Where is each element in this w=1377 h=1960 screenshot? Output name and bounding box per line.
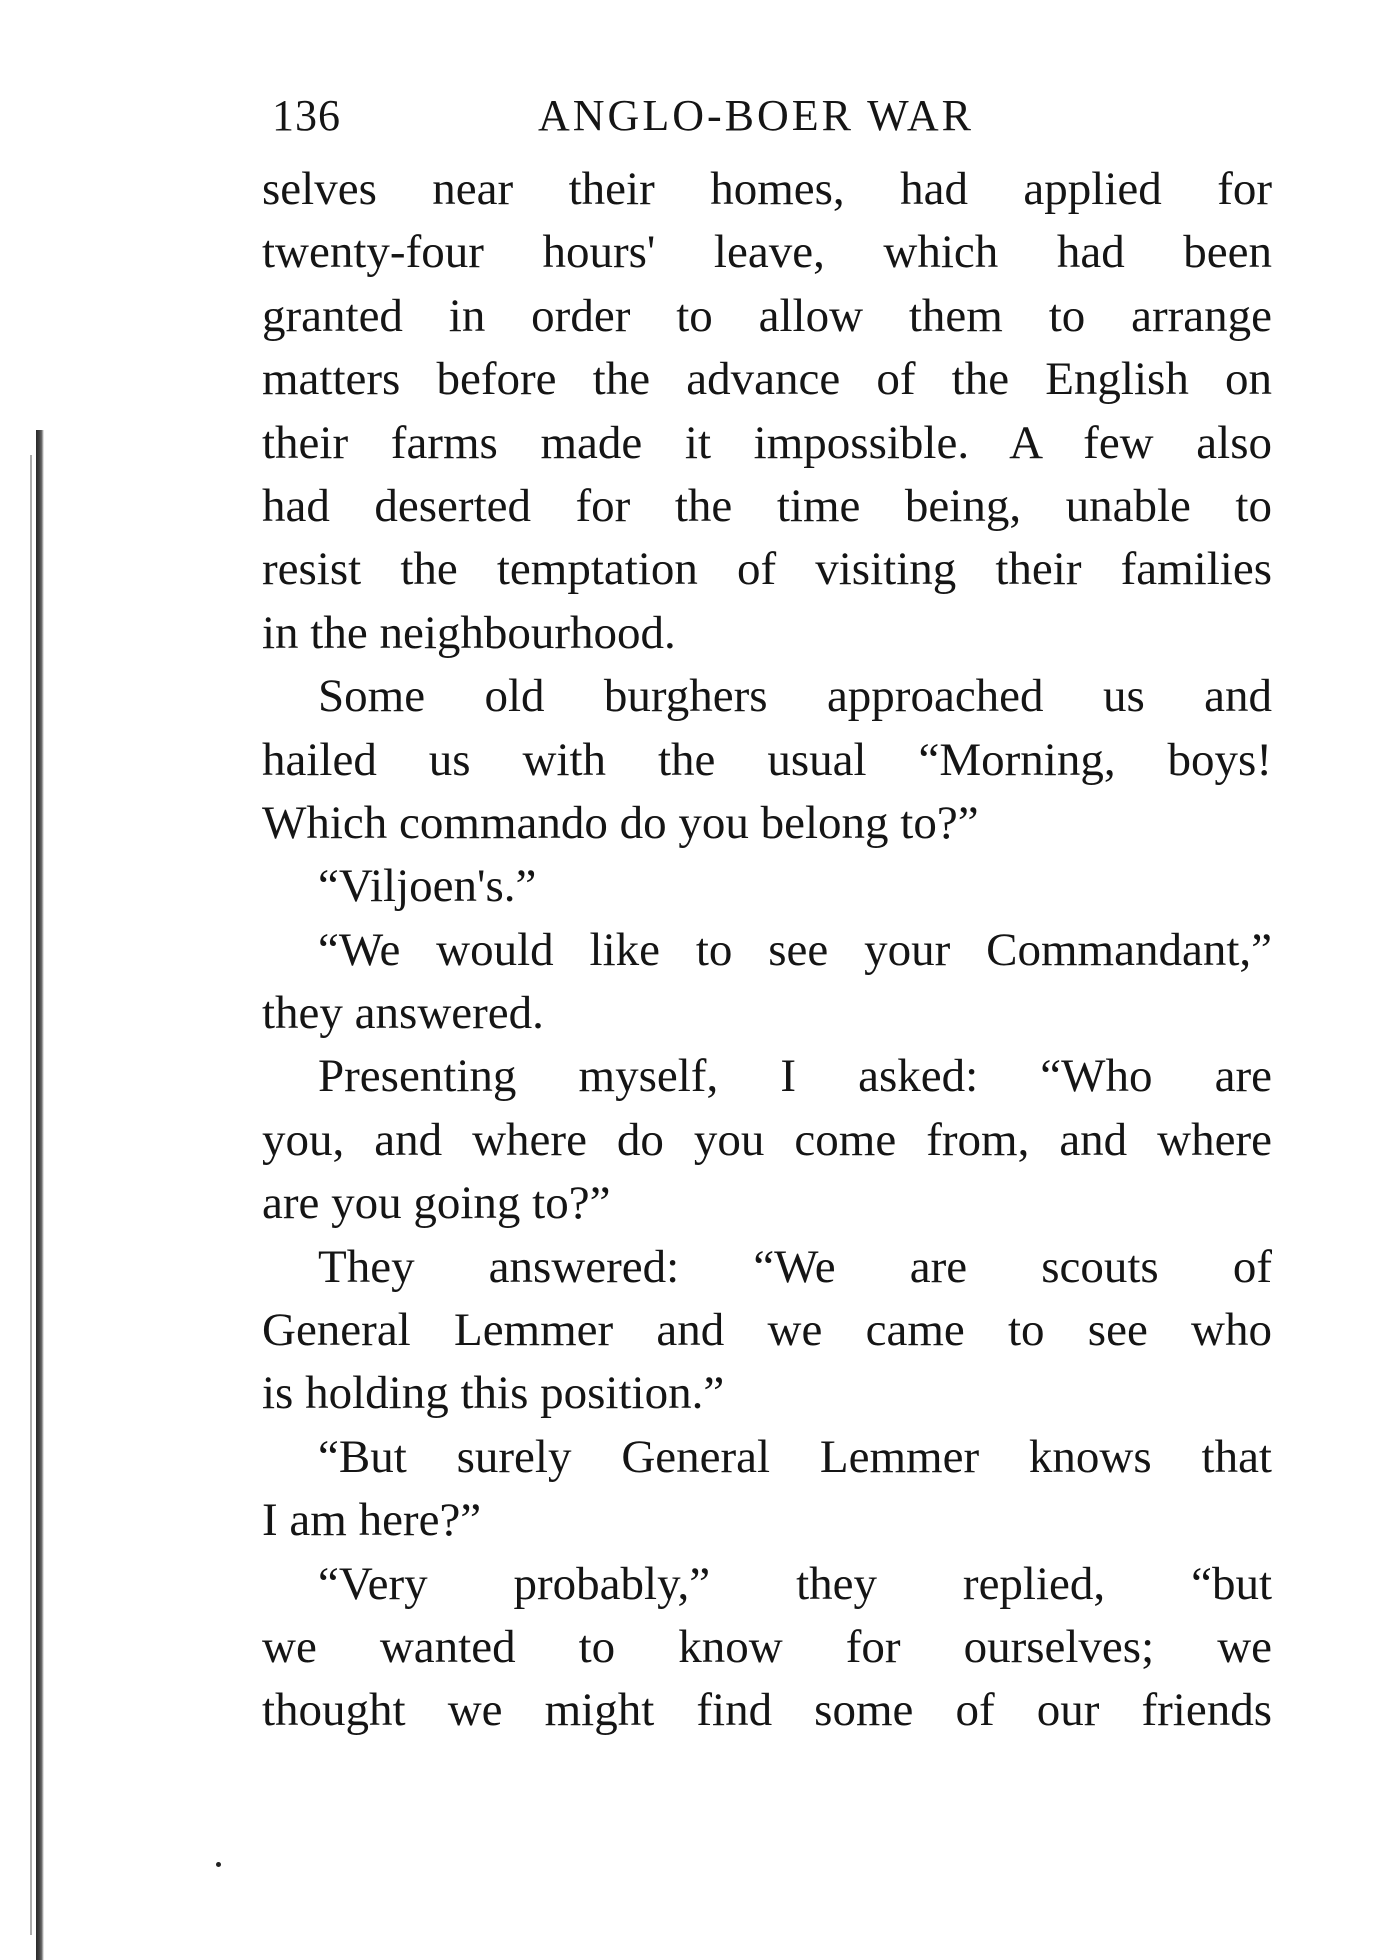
text-line: Presenting myself, I asked: “Who are <box>318 1050 1272 1103</box>
text-line: they answered. <box>262 987 544 1040</box>
ink-speck <box>216 1862 221 1867</box>
text-line: Which commando do you belong to?” <box>262 796 979 849</box>
text-line: thought we might find some of our friends <box>262 1684 1272 1737</box>
text-line: They answered: “We are scouts of <box>318 1240 1272 1293</box>
text-line: is holding this position.” <box>262 1367 725 1420</box>
text-line: “We would like to see your Commandant,” <box>318 923 1272 976</box>
body-text <box>262 158 1272 1743</box>
text-line: I am here?” <box>262 1494 482 1547</box>
running-head: ANGLO-BOER WAR <box>538 91 974 140</box>
page-header <box>272 90 1272 150</box>
text-line: hailed us with the usual “Morning, boys! <box>262 733 1272 786</box>
text-line: we wanted to know for ourselves; we <box>262 1620 1272 1673</box>
text-line: General Lemmer and we came to see who <box>262 1304 1272 1357</box>
text-line: you, and where do you come from, and where <box>262 1113 1272 1166</box>
text-line: matters before the advance of the English on <box>262 353 1272 406</box>
text-line: “Very probably,” they replied, “but <box>318 1557 1272 1610</box>
text-line: their farms made it impossible. A few also <box>262 416 1272 469</box>
binding-line <box>30 455 32 1935</box>
text-line: “Viljoen's.” <box>318 860 537 913</box>
text-line: Some old burghers approached us and <box>318 670 1272 723</box>
text-line: had deserted for the time being, unable to <box>262 479 1272 532</box>
text-line: resist the temptation of visiting their families <box>262 543 1272 596</box>
text-line: are you going to?” <box>262 1177 611 1230</box>
binding-shadow <box>36 430 44 1960</box>
text-line: granted in order to allow them to arrange <box>262 289 1272 342</box>
page-number: 136 <box>272 91 341 140</box>
text-line: “But surely General Lemmer knows that <box>318 1430 1272 1483</box>
text-line: selves near their homes, had applied for <box>262 163 1272 215</box>
text-line: twenty-four hours' leave, which had been <box>262 226 1272 279</box>
text-line: in the neighbourhood. <box>262 606 676 659</box>
